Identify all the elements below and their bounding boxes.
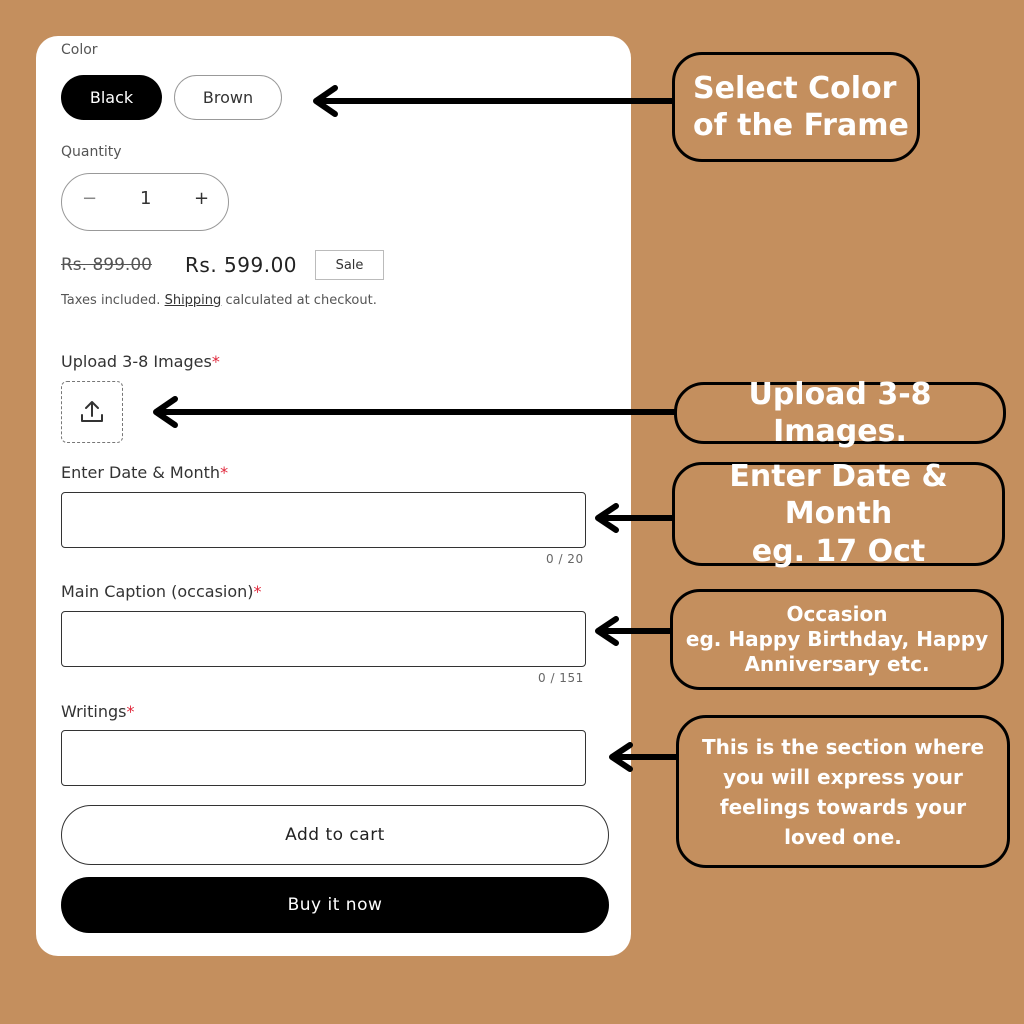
callout-writings-line4: loved one. [784, 824, 902, 849]
callout-occasion-line3: Anniversary etc. [744, 652, 930, 676]
arrow-color [316, 88, 675, 114]
caption-char-counter: 0 / 151 [538, 671, 584, 685]
callout-upload: Upload 3-8 Images. [674, 382, 1006, 444]
arrow-occasion [598, 619, 672, 643]
callout-occasion [670, 589, 1004, 690]
increase-button[interactable]: + [194, 188, 210, 209]
original-price: Rs. 899.00 [61, 255, 152, 275]
add-to-cart-button[interactable]: Add to cart [61, 805, 609, 865]
color-option-brown[interactable]: Brown [174, 75, 282, 120]
sale-price: Rs. 599.00 [185, 253, 298, 277]
callout-writings-line3: feelings towards your [719, 794, 967, 819]
writings-label-text: Writings [61, 702, 127, 721]
callout-occasion-line2: eg. Happy Birthday, Happy [685, 627, 989, 651]
buy-now-button[interactable]: Buy it now [61, 877, 609, 933]
callout-date [672, 458, 1005, 569]
callout-color-line2: of the Frame [693, 108, 909, 143]
caption-label-text: Main Caption (occasion) [61, 582, 254, 601]
required-marker: * [211, 352, 220, 371]
color-option-black[interactable]: Black [61, 75, 162, 120]
color-label: Color [61, 42, 98, 58]
callout-date-line2: eg. 17 Oct [751, 533, 926, 569]
callout-writings-line2: you will express your [723, 764, 963, 789]
callout-select-color [672, 52, 920, 162]
date-label-text: Enter Date & Month [61, 463, 221, 482]
callout-color-line1: Select Color [693, 70, 897, 106]
shipping-link[interactable]: Shipping [164, 293, 222, 308]
quantity-label: Quantity [61, 144, 122, 160]
callout-occasion-line1: Occasion [786, 602, 888, 626]
required-marker: * [220, 463, 229, 482]
sale-badge: Sale [315, 250, 384, 280]
arrow-date [598, 506, 674, 530]
callout-date-line1: Enter Date & Month [729, 458, 948, 532]
tax-prefix: Taxes included. [61, 293, 161, 308]
callout-writings [676, 715, 1010, 868]
date-char-counter: 0 / 20 [546, 552, 584, 566]
quantity-input[interactable]: 1 [140, 188, 152, 209]
arrow-upload [156, 399, 676, 425]
upload-label-text: Upload 3-8 Images [61, 352, 212, 371]
required-marker: * [126, 702, 135, 721]
arrow-writings [612, 745, 678, 769]
callout-writings-line1: This is the section where [701, 734, 985, 759]
required-marker: * [253, 582, 262, 601]
tax-suffix: calculated at checkout. [225, 293, 377, 308]
decrease-button[interactable]: − [82, 188, 98, 209]
